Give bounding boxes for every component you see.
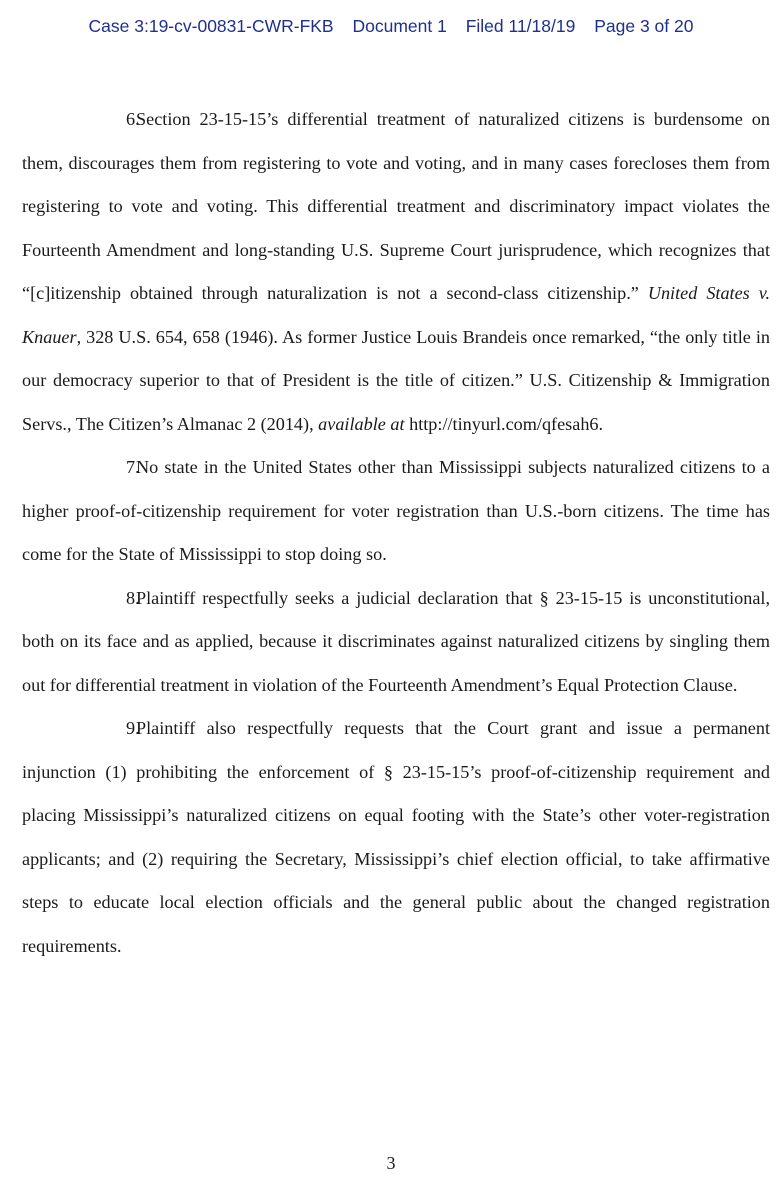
case-citation: United States v. Knauer [22,283,771,347]
page-indicator: Page 3 of 20 [594,16,694,36]
paragraph-number: 8. [126,587,140,608]
page-number: 3 [386,1153,396,1173]
paragraph-text: No state in the United States other than Mississippi subjects naturalized citizens to a higher proof-of-citizenship requirement for voter registration than U.S.-born citizens. The time has come for the State of Mississippi to stop doing so. [22,457,770,564]
paragraph-7 [22,446,770,577]
paragraph-8 [22,577,770,708]
paragraph-text: Plaintiff respectfully seeks a judicial declaration that § 23-15-15 is unconstitutional, both on its face and as applied, because it discriminates against naturalized citizens by singling them out for differential treatment in violation of the Fourteenth Amendment’s Equal Protection Clause. [22,587,770,695]
paragraph-number: 6. [126,109,140,129]
paragraph-9 [22,707,770,968]
paragraph-6 [22,98,770,446]
filed-date: Filed 11/18/19 [465,16,576,36]
paragraph-text-continued: , 328 U.S. 654, 658 (1946). As former Justice Louis Brandeis once remarked, “the only title in our democracy superior to that of President is the title of citizen.” U.S. Citizenship & Immigration Servs., The Citizen’s Almanac 2 (2014), [22,326,770,434]
case-number: Case 3:19-cv-00831-CWR-FKB [88,16,334,36]
paragraph-number: 7. [126,457,140,477]
citation-url: http://tinyurl.com/qfesah6. [409,413,604,434]
paragraph-number: 9. [126,718,140,738]
available-at-signal: available at [318,413,405,434]
document-body [22,98,770,968]
ecf-filing-header [0,16,782,37]
document-number: Document 1 [352,16,447,36]
paragraph-text: Section 23-15-15’s differential treatment of naturalized citizens is burdensome on them, discourages them from registering to vote and voting, and in many cases forecloses them from registering to vote and voting. This differential treatment and discriminatory impact violates the Fourteenth Amendment and long-standing U.S. Supreme Court jurisprudence, which recognizes that “[c]itizenship obtained through naturalization is not a second-class citizenship.” [22,109,770,303]
paragraph-text: Plaintiff also respectfully requests that the Court grant and issue a permanent injunction (1) prohibiting the enforcement of § 23-15-15’s proof-of-citizenship requirement and placing Mississippi’s naturalized citizens on equal footing with the State’s other voter-registration applicants; and (2) requiring the Secretary, Mississippi’s chief election official, to take affirmative steps to educate local election officials and the general public about the changed registration requirements. [22,718,770,956]
